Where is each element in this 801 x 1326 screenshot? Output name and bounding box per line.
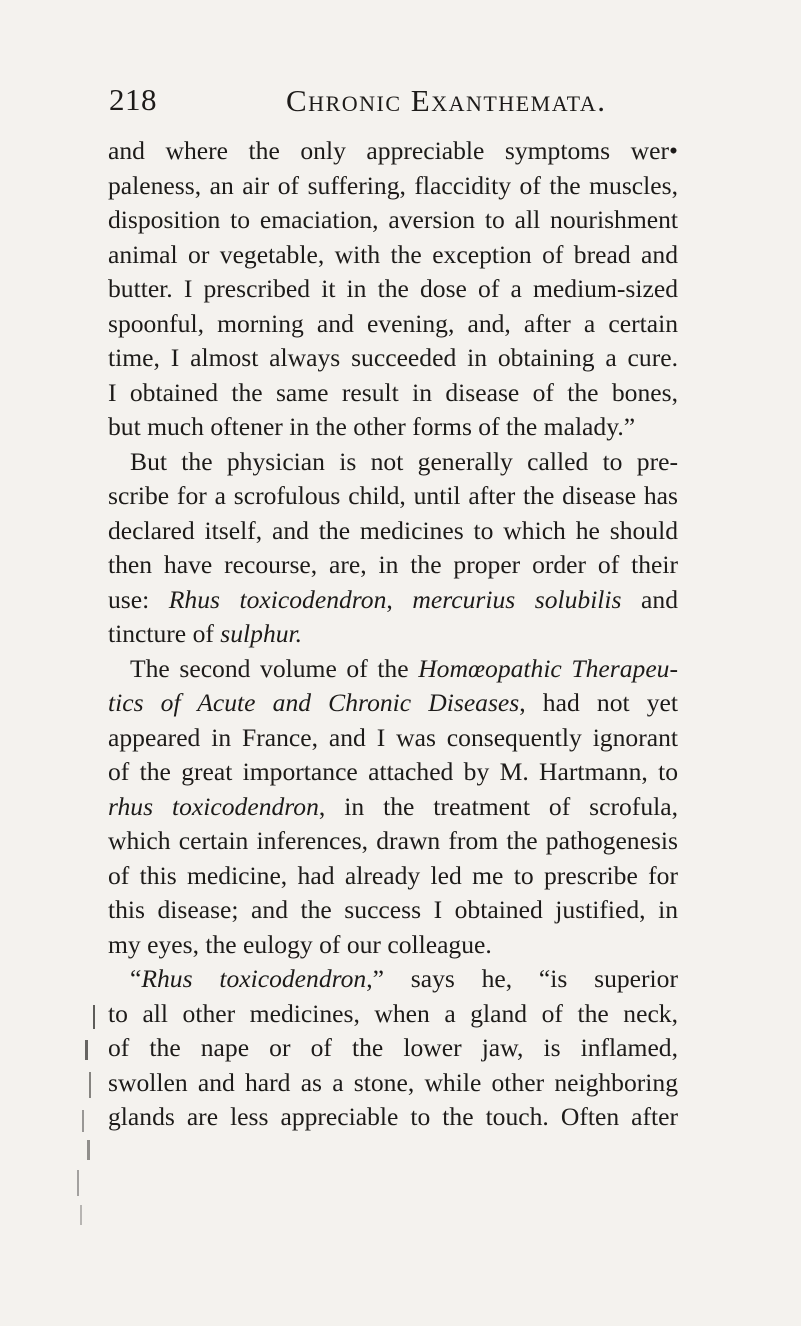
page-header xyxy=(109,82,709,122)
text-line: tincture of sulphur. xyxy=(108,619,303,648)
margin-pencil-mark xyxy=(82,1110,84,1132)
text-line: to all other medicines, when a gland of the neck, xyxy=(108,998,678,1028)
margin-pencil-mark xyxy=(89,1072,91,1098)
text-line: use: Rhus toxicodendron, mercurius solubilis and xyxy=(108,584,678,614)
text-line: scribe for a scrofulous child, until after the disease has xyxy=(108,481,678,510)
text-line: But the physician is not generally called to pre- xyxy=(130,446,678,476)
margin-pencil-mark xyxy=(87,1140,90,1160)
text-line: this disease; and the success I obtained justified, in xyxy=(108,895,678,924)
text-line: glands are less appreciable to the touch. Often after xyxy=(108,1102,678,1131)
text-line: “Rhus toxicodendron,” says he, “is superior xyxy=(130,964,678,993)
text-line: then have recourse, are, in the proper order of their xyxy=(108,550,678,579)
running-head: Chronic Exanthemata. xyxy=(286,83,607,118)
text-line: disposition to emaciation, aversion to all nourishment xyxy=(108,205,678,234)
text-line: which certain inferences, drawn from the pathogenesis xyxy=(108,826,678,855)
text-line: but much oftener in the other forms of the malady.” xyxy=(108,412,636,441)
text-line: appeared in France, and I was consequently ignorant xyxy=(108,722,678,752)
text-line: butter. I prescribed it in the dose of a medium-sized xyxy=(108,274,678,303)
page-number: 218 xyxy=(109,82,157,117)
text-line: rhus toxicodendron, in the treatment of scrofula, xyxy=(108,791,678,821)
text-line: of this medicine, had already led me to prescribe for xyxy=(108,860,678,890)
body-text xyxy=(108,134,678,1135)
text-line: declared itself, and the medicines to which he should xyxy=(108,515,678,545)
text-line: time, I almost always succeeded in obtaining a cure. xyxy=(108,343,678,372)
text-line: I obtained the same result in disease of the bones, xyxy=(108,377,678,407)
text-line: swollen and hard as a stone, while other neighboring xyxy=(108,1067,678,1097)
text-line: of the nape or of the lower jaw, is inflamed, xyxy=(108,1033,678,1062)
text-line: my eyes, the eulogy of our colleague. xyxy=(108,929,492,959)
margin-pencil-mark xyxy=(80,1205,82,1225)
text-line: animal or vegetable, with the exception of bread and xyxy=(108,239,678,269)
text-line: The second volume of the Homœopathic Therapeu- xyxy=(130,653,679,683)
text-line: and where the only appreciable symptoms wer• xyxy=(108,136,678,165)
text-line: spoonful, morning and evening, and, after a certain xyxy=(108,308,678,338)
text-line: of the great importance attached by M. Hartmann, to xyxy=(108,757,678,786)
margin-pencil-mark xyxy=(85,1040,88,1060)
text-line: paleness, an air of suffering, flaccidity of the muscles, xyxy=(108,170,678,200)
text-line: tics of Acute and Chronic Diseases, had not yet xyxy=(108,688,678,717)
margin-pencil-mark xyxy=(93,1005,95,1029)
margin-pencil-mark xyxy=(77,1170,79,1196)
